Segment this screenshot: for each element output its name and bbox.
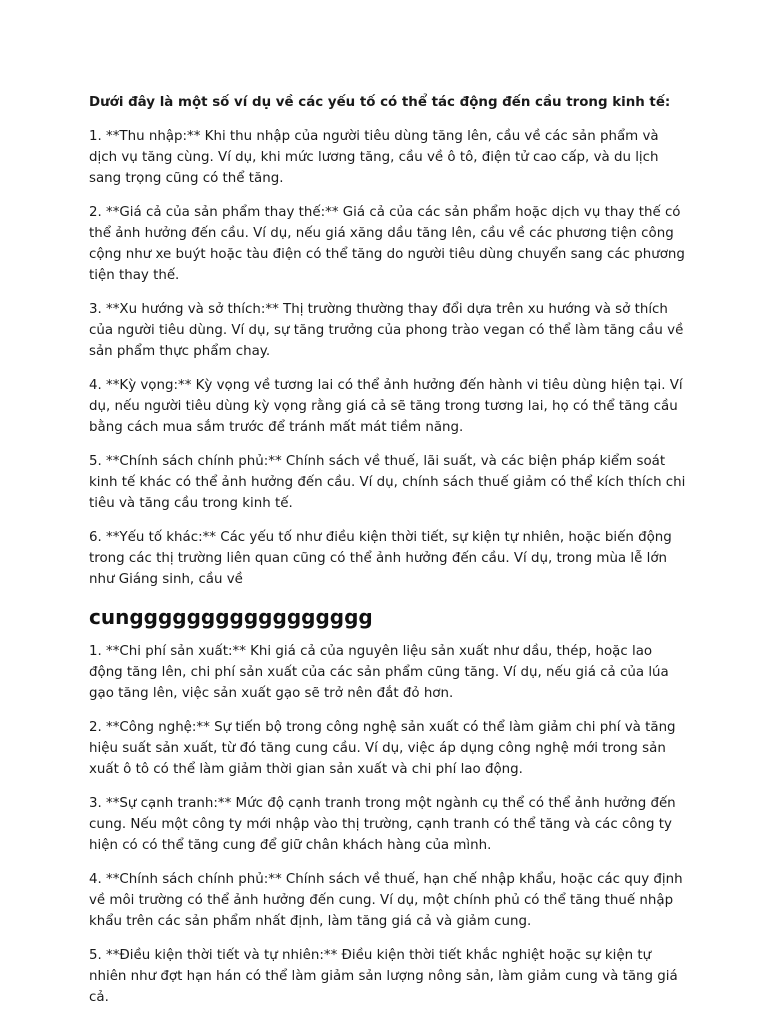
demand-item-3: 3. **Xu hướng và sở thích:** Thị trường thường thay đổi dựa trên xu hướng và sở thích của người tiêu dùng. Ví dụ, sự tăng trưởng của phong trào vegan có thể làm tăng cầu về sản phẩm thực phẩm chay. [89, 302, 684, 359]
demand-item-6: 6. **Yếu tố khác:** Các yếu tố như điều kiện thời tiết, sự kiện tự nhiên, hoặc biến động trong các thị trường liên quan cũng có thể ảnh hưởng đến cầu. Ví dụ, trong mùa lễ lớn như Giáng sinh, cầu về [89, 530, 672, 587]
demand-item-4: 4. **Kỳ vọng:** Kỳ vọng về tương lai có thể ảnh hưởng đến hành vi tiêu dùng hiện tại. Ví dụ, nếu người tiêu dùng kỳ vọng rằng giá cả sẽ tăng trong tương lai, họ có thể tăng cầu bằng cách mua sắm trước để tránh mất mát tiềm năng. [89, 378, 683, 435]
demand-item-2: 2. **Giá cả của sản phẩm thay thế:** Giá cả của các sản phẩm hoặc dịch vụ thay thế có thể ảnh hưởng đến cầu. Ví dụ, nếu giá xăng dầu tăng lên, cầu về các phương tiện công cộng như xe buýt hoặc tàu điện có thể tăng do người tiêu dùng chuyển sang các phương tiện thay thế. [89, 205, 685, 283]
supply-item-3: 3. **Sự cạnh tranh:** Mức độ cạnh tranh trong một ngành cụ thể có thể ảnh hưởng đến cung. Nếu một công ty mới nhập vào thị trường, cạnh tranh có thể tăng và các công ty hiện có có thể tăng cung để giữ chân khách hàng của mình. [89, 796, 676, 853]
demand-item-1: 1. **Thu nhập:** Khi thu nhập của người tiêu dùng tăng lên, cầu về các sản phẩm và dịch vụ tăng cùng. Ví dụ, khi mức lương tăng, cầu về ô tô, điện tử cao cấp, và du lịch sang trọng cũng có thể tăng. [89, 129, 659, 186]
supply-item-5: 5. **Điều kiện thời tiết và tự nhiên:** Điều kiện thời tiết khắc nghiệt hoặc sự kiện tự nhiên như đợt hạn hán có thể làm giảm sản lượng nông sản, làm giảm cung và tăng giá cả. [89, 948, 678, 1005]
supply-item-1: 1. **Chi phí sản xuất:** Khi giá cả của nguyên liệu sản xuất như dầu, thép, hoặc lao động tăng lên, chi phí sản xuất của các sản phẩm cũng tăng. Ví dụ, nếu giá cả của lúa gạo tăng lên, việc sản xuất gạo sẽ trở nên đắt đỏ hơn. [89, 644, 669, 701]
intro-heading: Dưới đây là một số ví dụ về các yếu tố có thể tác động đến cầu trong kinh tế: [89, 95, 671, 110]
supply-section-heading: cunggggggggggggggggg [89, 605, 373, 629]
demand-item-5: 5. **Chính sách chính phủ:** Chính sách về thuế, lãi suất, và các biện pháp kiểm soát kinh tế khác có thể ảnh hưởng đến cầu. Ví dụ, chính sách thuế giảm có thể kích thích chi tiêu và tăng cầu trong kinh tế. [89, 454, 686, 511]
document-page [89, 92, 689, 1021]
supply-item-4: 4. **Chính sách chính phủ:** Chính sách về thuế, hạn chế nhập khẩu, hoặc các quy định về môi trường có thể ảnh hưởng đến cung. Ví dụ, một chính phủ có thể tăng thuế nhập khẩu trên các sản phẩm nhất định, làm tăng giá cả và giảm cung. [89, 872, 683, 929]
supply-item-2: 2. **Công nghệ:** Sự tiến bộ trong công nghệ sản xuất có thể làm giảm chi phí và tăng hiệu suất sản xuất, từ đó tăng cung cầu. Ví dụ, việc áp dụng công nghệ mới trong sản xuất ô tô có thể làm giảm thời gian sản xuất và chi phí lao động. [89, 720, 676, 777]
